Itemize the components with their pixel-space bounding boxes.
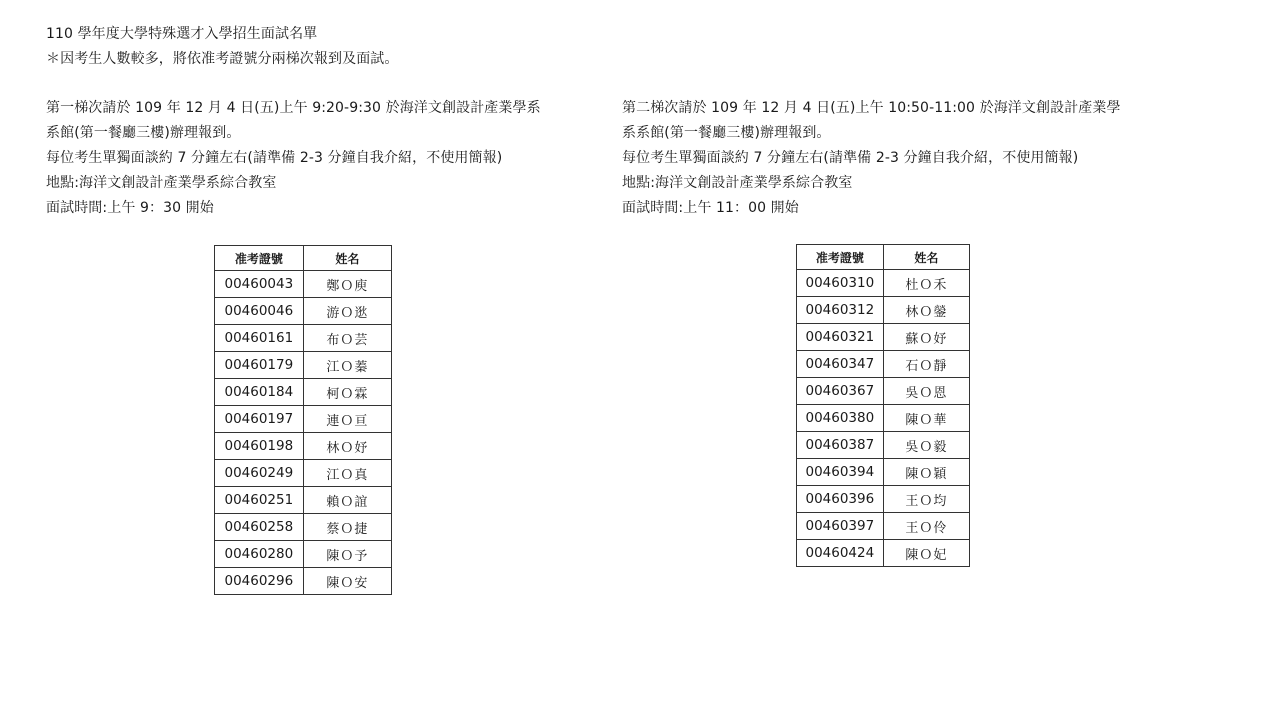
table-row bbox=[797, 378, 970, 405]
column-header-name: 姓名 bbox=[303, 246, 391, 271]
exam-number-cell: 00460179 bbox=[215, 352, 304, 379]
group-1-roster-table bbox=[214, 245, 392, 595]
candidate-name-cell: 蘇Ｏ妤 bbox=[883, 324, 969, 351]
candidate-name-cell: 江Ｏ蓁 bbox=[303, 352, 391, 379]
exam-number-cell: 00460184 bbox=[215, 379, 304, 406]
candidate-name-cell: 江Ｏ真 bbox=[303, 460, 391, 487]
candidate-name-cell: 王Ｏ伶 bbox=[883, 513, 969, 540]
table-row bbox=[215, 379, 392, 406]
exam-number-cell: 00460198 bbox=[215, 433, 304, 460]
candidate-name-cell: 石Ｏ靜 bbox=[883, 351, 969, 378]
exam-number-cell: 00460380 bbox=[797, 405, 884, 432]
table-row bbox=[797, 324, 970, 351]
candidate-name-cell: 鄭Ｏ庾 bbox=[303, 271, 391, 298]
candidate-name-cell: 陳Ｏ妃 bbox=[883, 540, 969, 567]
table-row bbox=[215, 298, 392, 325]
group-2-location: 地點:海洋文創設計產業學系綜合教室 bbox=[622, 175, 853, 191]
group-1-schedule-line-2: 系館(第一餐廳三樓)辦理報到。 bbox=[46, 125, 241, 141]
group-2-roster-table bbox=[796, 244, 970, 567]
group-1-location: 地點:海洋文創設計產業學系綜合教室 bbox=[46, 175, 277, 191]
table-row bbox=[797, 513, 970, 540]
column-header-exam-number: 准考證號 bbox=[797, 245, 884, 270]
table-row bbox=[215, 325, 392, 352]
document-title: 110 學年度大學特殊選才入學招生面試名單 bbox=[46, 26, 318, 42]
exam-number-cell: 00460424 bbox=[797, 540, 884, 567]
candidate-name-cell: 陳Ｏ安 bbox=[303, 568, 391, 595]
candidate-name-cell: 吳Ｏ恩 bbox=[883, 378, 969, 405]
candidate-name-cell: 杜Ｏ禾 bbox=[883, 270, 969, 297]
group-1-start-time: 面試時間:上午 9：30 開始 bbox=[46, 200, 214, 216]
group-2-schedule-line-2: 系系館(第一餐廳三樓)辦理報到。 bbox=[622, 125, 831, 141]
exam-number-cell: 00460394 bbox=[797, 459, 884, 486]
candidate-name-cell: 陳Ｏ穎 bbox=[883, 459, 969, 486]
group-1-schedule-line-1: 第一梯次請於 109 年 12 月 4 日(五)上午 9:20-9:30 於海洋文創設計產業學系 bbox=[46, 100, 541, 116]
table-row bbox=[215, 271, 392, 298]
candidate-name-cell: 賴Ｏ誼 bbox=[303, 487, 391, 514]
column-header-name: 姓名 bbox=[883, 245, 969, 270]
group-2-duration-note: 每位考生單獨面談約 7 分鐘左右(請準備 2-3 分鐘自我介紹，不使用簡報) bbox=[622, 150, 1079, 166]
table-row bbox=[215, 514, 392, 541]
exam-number-cell: 00460397 bbox=[797, 513, 884, 540]
exam-number-cell: 00460251 bbox=[215, 487, 304, 514]
exam-number-cell: 00460321 bbox=[797, 324, 884, 351]
exam-number-cell: 00460310 bbox=[797, 270, 884, 297]
candidate-name-cell: 布Ｏ芸 bbox=[303, 325, 391, 352]
exam-number-cell: 00460387 bbox=[797, 432, 884, 459]
candidate-name-cell: 王Ｏ均 bbox=[883, 486, 969, 513]
exam-number-cell: 00460197 bbox=[215, 406, 304, 433]
exam-number-cell: 00460296 bbox=[215, 568, 304, 595]
candidate-name-cell: 連Ｏ亘 bbox=[303, 406, 391, 433]
table-row bbox=[797, 486, 970, 513]
table-row bbox=[215, 460, 392, 487]
candidate-name-cell: 柯Ｏ霖 bbox=[303, 379, 391, 406]
candidate-name-cell: 陳Ｏ予 bbox=[303, 541, 391, 568]
group-1-duration-note: 每位考生單獨面談約 7 分鐘左右(請準備 2-3 分鐘自我介紹，不使用簡報) bbox=[46, 150, 503, 166]
table-row bbox=[797, 405, 970, 432]
candidate-name-cell: 林Ｏ妤 bbox=[303, 433, 391, 460]
exam-number-cell: 00460258 bbox=[215, 514, 304, 541]
table-row bbox=[797, 459, 970, 486]
exam-number-cell: 00460280 bbox=[215, 541, 304, 568]
exam-number-cell: 00460347 bbox=[797, 351, 884, 378]
table-row bbox=[215, 352, 392, 379]
table-row bbox=[797, 540, 970, 567]
table-row bbox=[797, 432, 970, 459]
table-row bbox=[215, 487, 392, 514]
table-row bbox=[215, 406, 392, 433]
notice-text: ＊因考生人數較多，將依准考證號分兩梯次報到及面試。 bbox=[46, 51, 399, 67]
exam-number-cell: 00460367 bbox=[797, 378, 884, 405]
table-row bbox=[215, 433, 392, 460]
table-row bbox=[215, 541, 392, 568]
exam-number-cell: 00460161 bbox=[215, 325, 304, 352]
exam-number-cell: 00460312 bbox=[797, 297, 884, 324]
group-2-schedule-line-1: 第二梯次請於 109 年 12 月 4 日(五)上午 10:50-11:00 於海洋文創設計產業學 bbox=[622, 100, 1121, 116]
candidate-name-cell: 游Ｏ逖 bbox=[303, 298, 391, 325]
table-row bbox=[797, 297, 970, 324]
table-row bbox=[215, 568, 392, 595]
exam-number-cell: 00460396 bbox=[797, 486, 884, 513]
column-header-exam-number: 准考證號 bbox=[215, 246, 304, 271]
table-header-row bbox=[215, 246, 392, 271]
group-2-start-time: 面試時間:上午 11：00 開始 bbox=[622, 200, 799, 216]
candidate-name-cell: 林Ｏ鎣 bbox=[883, 297, 969, 324]
candidate-name-cell: 蔡Ｏ捷 bbox=[303, 514, 391, 541]
exam-number-cell: 00460046 bbox=[215, 298, 304, 325]
candidate-name-cell: 陳Ｏ華 bbox=[883, 405, 969, 432]
table-header-row bbox=[797, 245, 970, 270]
table-row bbox=[797, 351, 970, 378]
exam-number-cell: 00460249 bbox=[215, 460, 304, 487]
exam-number-cell: 00460043 bbox=[215, 271, 304, 298]
candidate-name-cell: 吳Ｏ毅 bbox=[883, 432, 969, 459]
table-row bbox=[797, 270, 970, 297]
